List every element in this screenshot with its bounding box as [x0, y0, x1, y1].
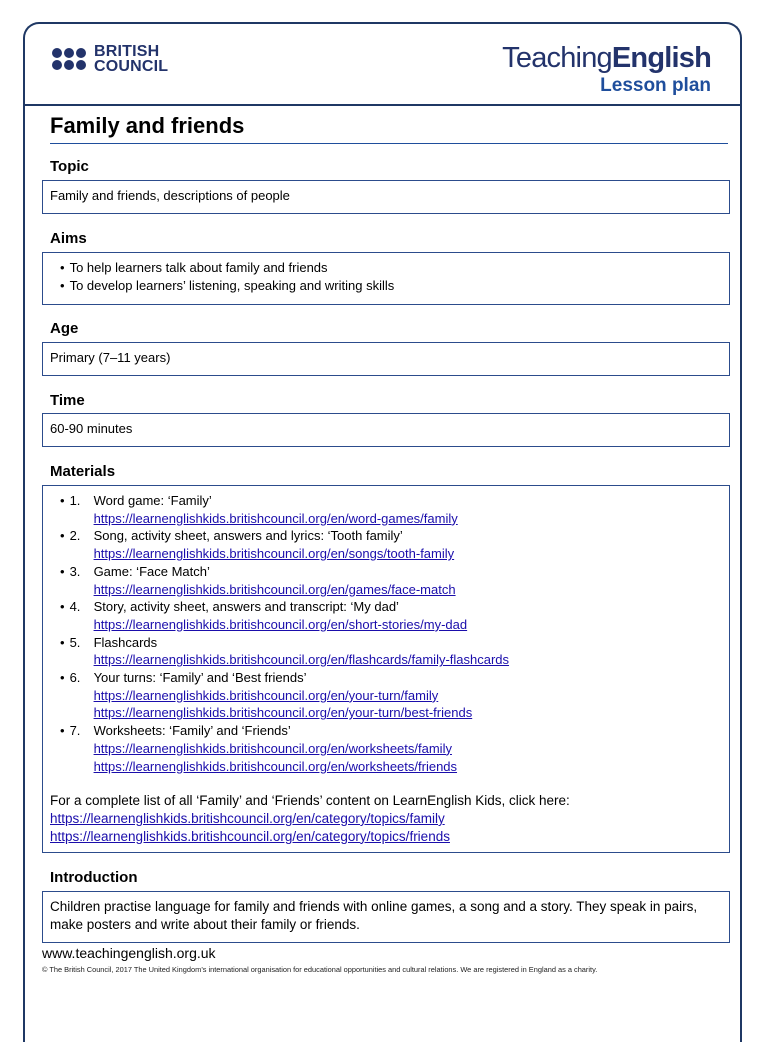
category-link-friends[interactable]: https://learnenglishkids.britishcouncil.org/en/category/topics/friends [50, 828, 450, 844]
material-title: Flashcards [93, 634, 158, 650]
material-title: Worksheets: ‘Family’ and ‘Friends’ [93, 723, 291, 739]
material-item: • 2. Song, activity sheet, answers and lyrics: ‘Tooth family’ https://learnenglishkids.britishcouncil.org/en/songs/tooth-family [60, 527, 722, 562]
te-light: Teaching [502, 42, 612, 74]
material-link[interactable]: https://learnenglishkids.britishcouncil.org/en/games/face-match [93, 581, 456, 597]
material-link[interactable]: https://learnenglishkids.britishcouncil.org/en/worksheets/family [93, 740, 452, 756]
material-link[interactable]: https://learnenglishkids.britishcouncil.org/en/short-stories/my-dad [93, 616, 468, 632]
material-title: Song, activity sheet, answers and lyrics: ‘Tooth family’ [93, 528, 403, 544]
aims-box [42, 252, 730, 305]
materials-box [42, 485, 730, 853]
topic-box [42, 180, 730, 214]
material-title: Your turns: ‘Family’ and ‘Best friends’ [93, 670, 307, 686]
bc-dots-icon [52, 48, 86, 70]
material-item: • 4. Story, activity sheet, answers and transcript: ‘My dad’ https://learnenglishkids.britishcouncil.org/en/short-stories/my-dad [60, 598, 722, 633]
material-link[interactable]: https://learnenglishkids.britishcouncil.org/en/flashcards/family-flashcards [93, 652, 510, 668]
time-box [42, 413, 730, 447]
complete-list-text: For a complete list of all ‘Family’ and ‘Friends’ content on LearnEnglish Kids, click here: [50, 793, 570, 809]
material-link[interactable]: https://learnenglishkids.britishcouncil.org/en/word-games/family [93, 510, 458, 526]
age-text: Primary (7–11 years) [50, 350, 171, 365]
footer-url[interactable]: www.teachingenglish.org.uk [42, 945, 216, 961]
materials-label: Materials [50, 463, 116, 480]
material-item: • 1. Word game: ‘Family’ https://learnenglishkids.britishcouncil.org/en/word-games/family [60, 492, 722, 527]
bc-line2: COUNCIL [94, 58, 169, 75]
introduction-text: Children practise language for family and friends with online games, a song and a story. They speak in pairs, make posters and write about their family or friends. [50, 899, 698, 932]
category-link-family[interactable]: https://learnenglishkids.britishcouncil.org/en/category/topics/family [50, 810, 445, 826]
material-title: Game: ‘Face Match’ [93, 563, 210, 579]
aims-item: • To develop learners’ listening, speaking and writing skills [60, 277, 722, 295]
topic-label: Topic [50, 158, 89, 175]
material-item: • 5. Flashcards https://learnenglishkids.britishcouncil.org/en/flashcards/family-flashcards [60, 634, 722, 669]
material-link[interactable]: https://learnenglishkids.britishcouncil.org/en/your-turn/best-friends [93, 705, 473, 721]
lesson-plan-label: Lesson plan [600, 75, 711, 96]
page-title: Family and friends [50, 113, 728, 144]
material-link[interactable]: https://learnenglishkids.britishcouncil.org/en/your-turn/family [93, 687, 439, 703]
material-title: Word game: ‘Family’ [93, 493, 212, 508]
british-council-logo[interactable] [52, 44, 168, 74]
teaching-english-logo[interactable] [502, 42, 711, 97]
aims-item: • To help learners talk about family and friends [60, 259, 722, 277]
material-link[interactable]: https://learnenglishkids.britishcouncil.org/en/worksheets/friends [93, 758, 458, 774]
age-box [42, 342, 730, 376]
material-link[interactable]: https://learnenglishkids.britishcouncil.org/en/songs/tooth-family [93, 546, 455, 562]
bc-line1: BRITISH [94, 43, 160, 60]
material-title: Story, activity sheet, answers and transcript: ‘My dad’ [93, 599, 399, 615]
te-bold: English [611, 42, 711, 74]
header [25, 24, 740, 106]
material-item: • 7. Worksheets: ‘Family’ and ‘Friends’ https://learnenglishkids.britishcouncil.org/en/worksheets/family https://learnenglishkids.britishcouncil.org/en/worksheets/friends [60, 722, 722, 775]
introduction-box [42, 891, 730, 943]
footer-copyright: © The British Council, 2017 The United Kingdom’s international organisation for educational opportunities and cultural relations. We are registered in England as a charity. [42, 965, 598, 974]
time-text: 60-90 minutes [50, 421, 133, 436]
topic-text: Family and friends, descriptions of people [50, 188, 290, 203]
material-item: • 6. Your turns: ‘Family’ and ‘Best friends’ https://learnenglishkids.britishcouncil.org/en/your-turn/family https://learnenglishkids.britishcouncil.org/en/your-turn/best-friends [60, 669, 722, 722]
age-label: Age [50, 320, 79, 337]
aims-label: Aims [50, 230, 87, 247]
material-item: • 3. Game: ‘Face Match’ https://learnenglishkids.britishcouncil.org/en/games/face-match [60, 563, 722, 598]
introduction-label: Introduction [50, 869, 138, 886]
time-label: Time [50, 392, 85, 409]
